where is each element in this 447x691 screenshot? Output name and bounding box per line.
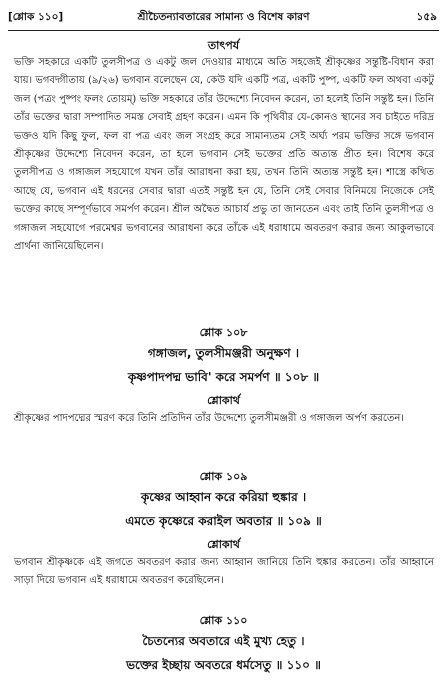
verse-108-line-2: কৃষ্ণপাদপদ্ম ভাবি' করে সমর্পণ ॥ ১০৮ ॥ — [127, 370, 320, 384]
running-header — [8, 10, 439, 28]
chapter-title: শ্রীচৈতন্যাবতারের সামান্য ও বিশেষ কারণ — [137, 11, 310, 23]
verse-109-line-2: এমতে কৃষ্ণেরে করাইল অবতার ॥ ১০৯ ॥ — [125, 514, 322, 528]
verse-108-line-1: গঙ্গাজল, তুলসীমঞ্জরী অনুক্ষণ । — [147, 346, 300, 360]
verse-109-translation-heading: শ্লোকার্থ — [207, 538, 240, 551]
header-divider — [8, 30, 439, 31]
purport-text: ভক্তি সহকারে একটি তুলসীপত্র ও একটু জল দেওয়ার মাধ্যমে অতি সহজেই শ্রীকৃষ্ণের সন্তুষ্টি-বিধান করা যায়। ভগবদ্গীতায় (৯/২৬) ভগবান বলেছেন যে, কেউ যদি একটি পত্র, একটি পুষ্প, একটি ফল অথবা একটু জল (পত্রং পুষ্পং ফলং তোয়ম্) ভক্তি সহকারে তাঁর উদ্দেশ্যে নিবেদন করেন, তা হলেই তিনি সন্তুষ্ট হন। তিনি তাঁর ভক্তের দ্বারা সম্পাদিত সমস্ত সেবাই গ্রহণ করেন। এমন কি পৃথিবীর যে-কোনও স্থানের সব চাইতে দরিদ্র ভক্তও যদি কিছু ফুল, ফল বা পত্র এবং জল সংগ্রহ করে সামান্যতম সেই অর্ঘ্য পরম ভক্তির সঙ্গে ভগবান শ্রীকৃষ্ণের উদ্দেশ্যে নিবেদন করেন, তা হলে ভগবান সেই ভক্তের প্রতি অত্যন্ত প্রীত হন। বিশেষ করে তুলসীপত্র ও গঙ্গাজল সহযোগে যখন তাঁর আরাধনা করা হয়, তখন তিনি অত্যন্ত সন্তুষ্ট হন। শাস্ত্রে কথিত আছে যে, ভগবান এই ধরনের সেবার দ্বারা এতই সন্তুষ্ট হন যে, তিনি সেই সেবার বিনিময়ে নিজেকে সেই ভক্তের কাছে সম্পূর্ণভাবে সমর্পণ করেন। শ্রীল অদ্বৈত আচার্য প্রভু তা জানতেন এবং তাই তিনি তুলসীপত্র ও গঙ্গাজল সহযোগে পরমেশ্বর ভগবানের আরাধনা করে তাঁকে এই ধরাধামে অবতরণ করার জন্য আকুলভাবে প্রার্থনা জানিয়েছিলেন। — [14, 57, 434, 253]
verse-109-line-1: কৃষ্ণের আহ্বান করে করিয়া হুঙ্কার । — [140, 490, 307, 504]
verse-110-heading: শ্লোক ১১০ — [199, 614, 248, 627]
verse-110-line-2: ভক্তের ইচ্ছায় অবতরে ধর্মসেতু ॥ ১১০ ॥ — [126, 658, 321, 672]
purport-heading: তাৎপর্য — [207, 39, 240, 52]
verse-109-translation: ভগবান শ্রীকৃষ্ণকে এই জগতে অবতরণ করার জন্য আহ্বান জানিয়ে তিনি হুঙ্কার করতেন। তাঁর আহ্বানে সাড়া দিয়ে ভগবান এই ধরাধামে অবতরণ করেছিলেন। — [14, 557, 434, 587]
verse-reference: [শ্লোক ১১০] — [8, 11, 64, 23]
verse-110-line-1: চৈতন্যের অবতারে এই মুখ্য হেতু । — [142, 634, 305, 648]
verse-108-translation-heading: শ্লোকার্থ — [207, 394, 240, 407]
verse-108-translation: শ্রীকৃষ্ণের পাদপদ্মের স্মরণ করে তিনি প্রতিদিন তাঁর উদ্দেশ্যে তুলসীমঞ্জরী ও গঙ্গাজল অর্পণ করতেন। — [14, 413, 404, 424]
page-number: ১৫৯ — [416, 11, 437, 23]
verse-109-heading: শ্লোক ১০৯ — [199, 470, 248, 483]
verse-108-heading: শ্লোক ১০৮ — [199, 326, 248, 339]
